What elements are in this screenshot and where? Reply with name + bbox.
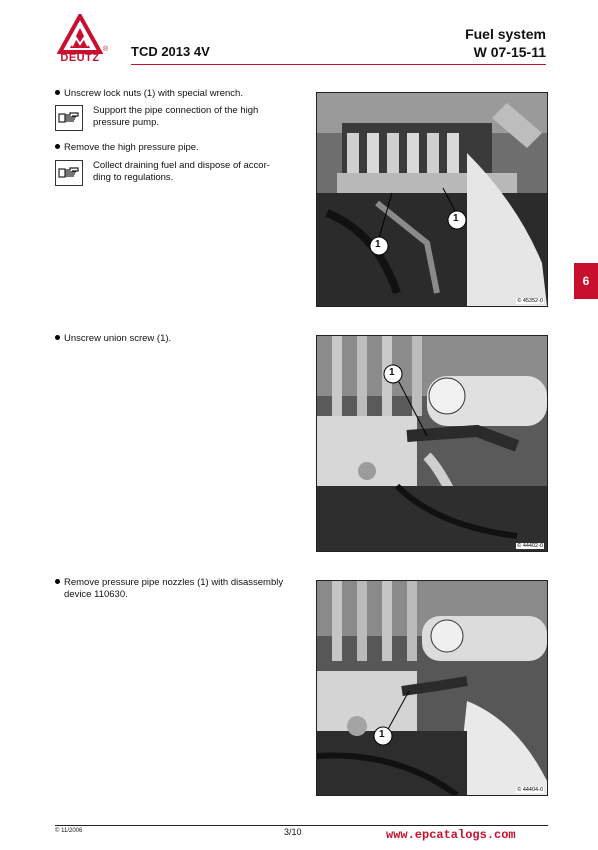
figure-id: © 44402-0 <box>517 543 543 549</box>
step-text: Unscrew union screw (1). <box>64 333 172 344</box>
note-text <box>93 160 293 184</box>
figure-photo <box>316 335 548 552</box>
bullet-dot-icon <box>55 144 60 149</box>
chapter-tab: 6 <box>574 263 598 299</box>
section-code: W 07-15-11 <box>473 44 546 60</box>
step-text: device 110630. <box>64 589 128 600</box>
watermark-link[interactable]: www.epcatalogs.com <box>386 828 516 842</box>
step-text: Remove pressure pipe nozzles (1) with disassembly <box>64 577 284 588</box>
callout-label: 1 <box>389 367 395 378</box>
step-text: Unscrew lock nuts (1) with special wrench. <box>64 88 243 99</box>
footer-copyright: © 11/2006 <box>55 828 83 834</box>
step-bullet <box>55 88 243 100</box>
figure-id: © 44404-0 <box>517 787 543 793</box>
brand-name: DEUTZ <box>60 52 100 64</box>
note-text <box>93 105 293 129</box>
bullet-dot-icon <box>55 90 60 95</box>
figure-id: © 45352-0 <box>517 298 543 304</box>
footer-divider <box>55 825 548 826</box>
callout-label: 1 <box>375 239 381 250</box>
header-divider <box>131 64 546 65</box>
step-text: Remove the high pressure pipe. <box>64 142 199 153</box>
page-number: 3/10 <box>284 827 302 837</box>
engine-model: TCD 2013 4V <box>131 44 210 59</box>
figure-photo <box>316 92 548 307</box>
pointing-hand-note-icon <box>55 105 83 131</box>
figure-photo <box>316 580 548 796</box>
callout-label: 1 <box>379 729 385 740</box>
callout-label: 1 <box>453 213 459 224</box>
bullet-dot-icon <box>55 335 60 340</box>
note-line: Collect draining fuel and dispose of accor- <box>93 160 270 171</box>
step-bullet <box>55 577 305 601</box>
step-bullet <box>55 142 199 154</box>
pointing-hand-note-icon <box>55 160 83 186</box>
note-line: pressure pump. <box>93 117 160 128</box>
note-line: ding to regulations. <box>93 172 174 183</box>
section-title: Fuel system <box>465 26 546 42</box>
bullet-dot-icon <box>55 579 60 584</box>
registered-mark: ® <box>103 46 109 53</box>
step-bullet <box>55 333 171 345</box>
note-line: Support the pipe connection of the high <box>93 105 259 116</box>
